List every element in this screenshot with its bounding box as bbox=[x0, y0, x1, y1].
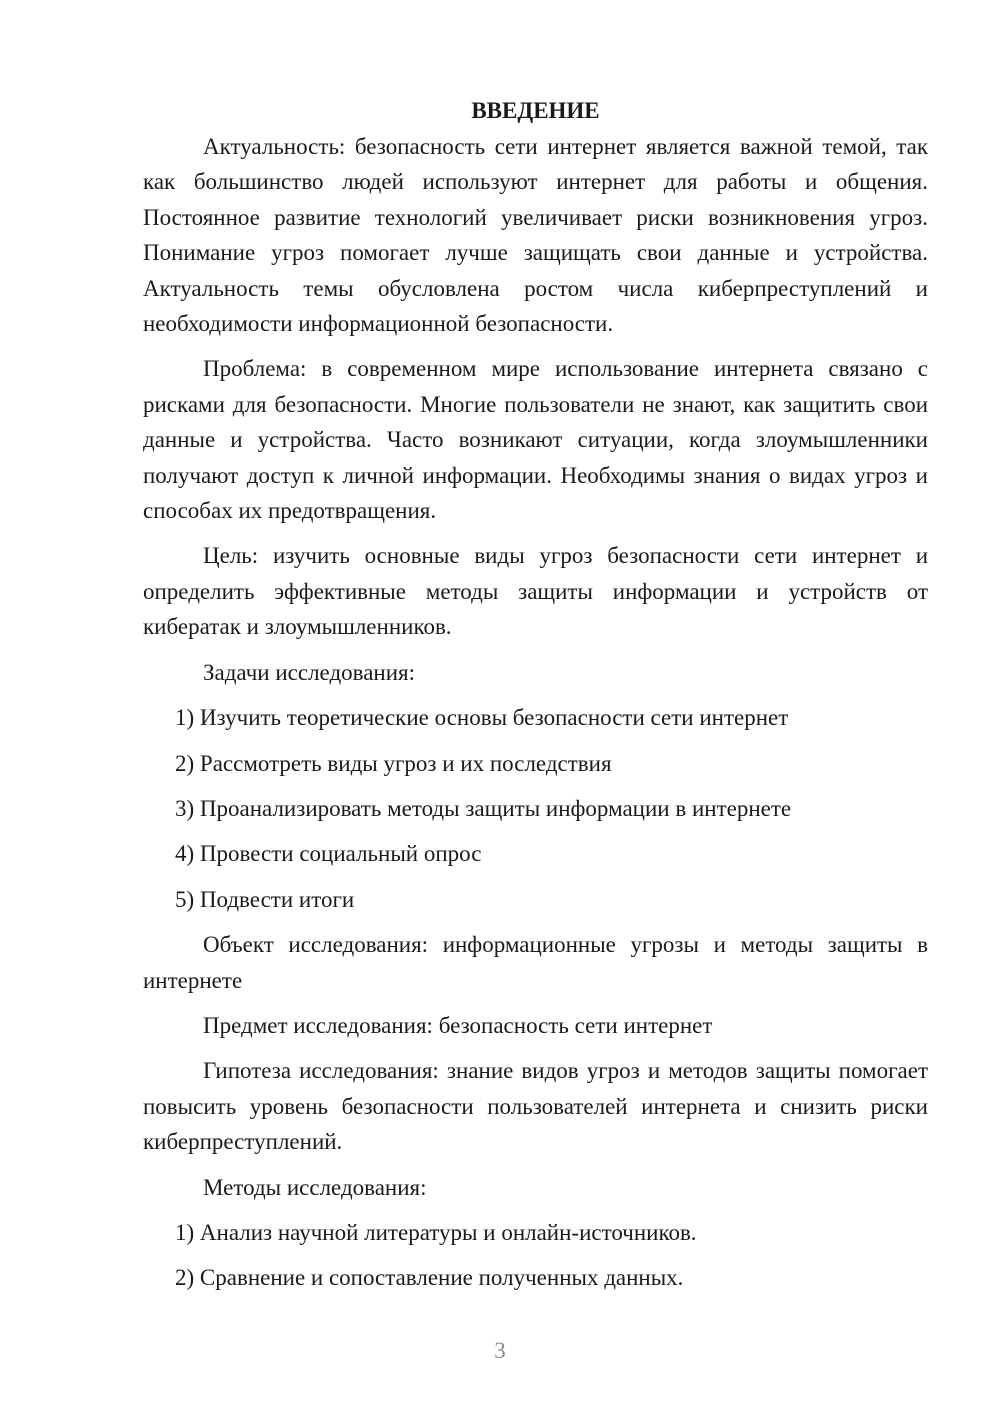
goal-paragraph: Цель: изучить основные виды угроз безопасности сети интернет и определить эффективные методы защиты информации и устройств от кибератак и злоумышленников. bbox=[143, 543, 928, 640]
object-paragraph: Объект исследования: информационные угрозы и методы защиты в интернете bbox=[143, 932, 928, 993]
task-item: 4) Провести социальный опрос bbox=[175, 841, 482, 867]
problem-paragraph: Проблема: в современном мире использование интернета связано с рисками для безопасности. Многие пользователи не знают, как защитить свои данные и устройства. Часто возникают ситуации, когда злоумышленники получают доступ к личной информации. Необходимы знания о видах угроз и способах их предотвращения. bbox=[143, 356, 928, 524]
task-item: 2) Рассмотреть виды угроз и их последствия bbox=[175, 750, 612, 776]
page-content bbox=[143, 93, 928, 1296]
task-item: 3) Проанализировать методы защиты информации в интернете bbox=[175, 795, 792, 821]
method-item: 2) Сравнение и сопоставление полученных данных. bbox=[175, 1265, 684, 1291]
task-item: 1) Изучить теоретические основы безопасности сети интернет bbox=[175, 705, 789, 731]
subject-paragraph: Предмет исследования: безопасность сети интернет bbox=[203, 1012, 713, 1038]
methods-label: Методы исследования: bbox=[203, 1174, 427, 1200]
section-heading: ВВЕДЕНИЕ bbox=[471, 98, 600, 123]
hypothesis-paragraph: Гипотеза исследования: знание видов угроз и методов защиты помогает повысить уровень безопасности пользователей интернета и снизить риски киберпреступлений. bbox=[143, 1058, 928, 1155]
method-item: 1) Анализ научной литературы и онлайн-источников. bbox=[175, 1219, 697, 1245]
relevance-paragraph: Актуальность: безопасность сети интернет является важной темой, так как большинство людей используют интернет для работы и общения. Постоянное развитие технологий увеличивает риски возникновения угроз. Понимание угроз помогает лучше защищать свои данные и устройства. Актуальность темы обусловлена ростом числа киберпреступлений и необходимости информационной безопасности. bbox=[143, 134, 928, 337]
tasks-label: Задачи исследования: bbox=[203, 659, 416, 685]
task-item: 5) Подвести итоги bbox=[175, 886, 355, 912]
page-number: 3 bbox=[494, 1338, 506, 1363]
